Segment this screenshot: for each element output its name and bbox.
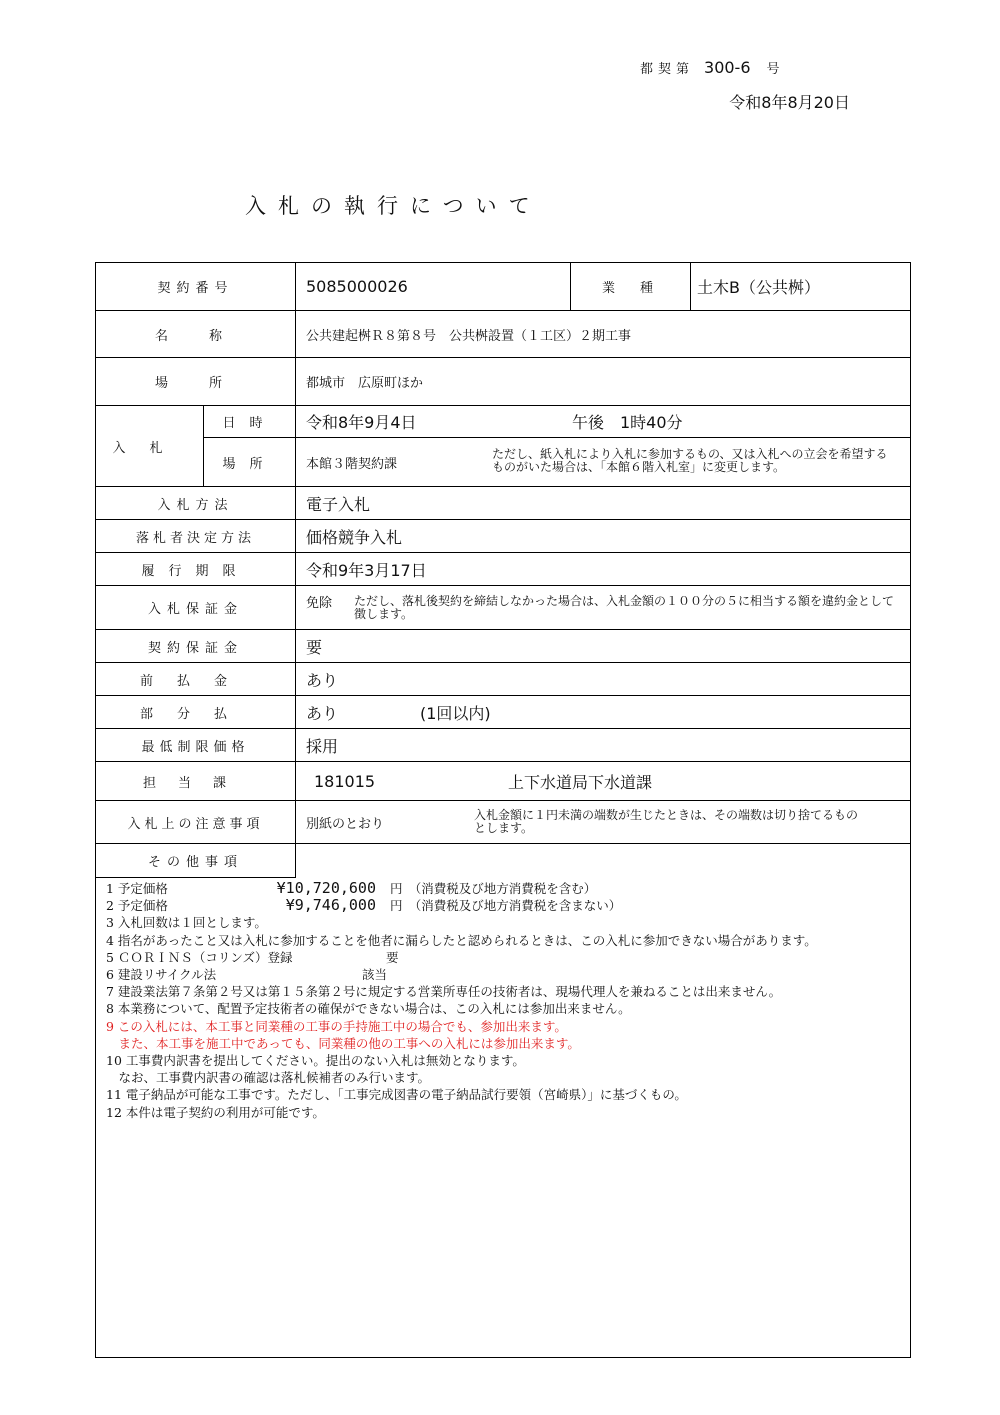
- list-item: 2 予定価格 ¥9,746,000 円 （消費税及び地方消費税を含まない）: [106, 896, 622, 915]
- bid-datetime-label: 日時: [222, 416, 277, 431]
- list-item: なお、工事費内訳書の確認は落札候補者のみ行います。: [106, 1070, 431, 1086]
- bid-bond-value: 免除: [306, 596, 333, 611]
- others-label: その他事項: [147, 855, 243, 870]
- caution-label: 入札上の注意事項: [127, 816, 264, 832]
- others-list: [106, 880, 898, 1121]
- bid-time-value: 午後 1時40分: [572, 413, 683, 432]
- estimated-price-excl-tax: ¥9,746,000: [285, 896, 376, 915]
- advance-value: あり: [306, 670, 339, 690]
- min-price-value: 採用: [306, 736, 339, 756]
- method-label: 入札方法: [157, 497, 234, 513]
- list-item: 10 工事費内訳書を提出してください。提出のない入札は無効となります。: [106, 1053, 525, 1069]
- section-code: 181015: [314, 771, 376, 791]
- list-item: 9 この入札には、本工事と同業種の工事の手持施工中の場合でも、参加出来ます。: [106, 1018, 567, 1034]
- min-price-label: 最低制限価格: [141, 739, 250, 755]
- decision-label: 落札者決定方法: [135, 530, 255, 546]
- list-item: また、本工事を施工中であっても、同業種の他の工事への入札には参加出来ます。: [106, 1035, 580, 1051]
- industry-label: 業 種: [601, 281, 659, 296]
- page-title: 入札の執行について: [245, 194, 542, 218]
- deadline-label: 履行期限: [141, 563, 250, 579]
- caution-value: 別紙のとおり: [306, 816, 385, 832]
- doc-number-suffix: 号: [766, 62, 785, 77]
- partial-note: (1回以内): [420, 703, 491, 723]
- doc-number-prefix: 都契第: [640, 62, 695, 77]
- place-label: 場 所: [154, 376, 236, 391]
- estimated-price-incl-tax: ¥10,720,600: [276, 879, 376, 897]
- decision-value: 価格競争入札: [306, 527, 403, 547]
- contract-no-label: 契約番号: [157, 281, 234, 296]
- bid-date-value: 令和8年9月4日: [306, 413, 417, 432]
- caution-note: 入札金額に１円未満の端数が生じたときは、その端数は切り捨てるものとします。: [474, 808, 859, 835]
- name-value: 公共建起桝Ｒ８第８号 公共桝設置（１工区）２期工事: [306, 328, 632, 344]
- place-value: 都城市 広原町ほか: [306, 376, 424, 391]
- section-label: 担当課: [142, 775, 248, 791]
- bid-label: 入札: [112, 440, 187, 456]
- bid-place-note: ただし、紙入札により入札に参加するもの、又は入札への立会を希望するものがいた場合は、「本館６階入札室」に変更します。: [492, 447, 888, 474]
- advance-label: 前払金: [139, 673, 251, 689]
- contract-no-value: 5085000026: [306, 277, 408, 296]
- list-item: 6 建設リサイクル法 該当: [106, 967, 388, 983]
- list-item: 11 電子納品が可能な工事です。ただし、「工事完成図書の電子納品試行要領（宮崎県）」に基づくもの。: [106, 1087, 687, 1103]
- contract-bond-value: 要: [306, 637, 323, 657]
- list-item: 8 本業務について、配置予定技術者の確保ができない場合は、この入札には参加出来ません。: [106, 1001, 631, 1017]
- partial-label: 部分払: [139, 706, 251, 722]
- list-item: 5 ＣＯＲＩＮＳ（コリンズ）登録 要: [106, 949, 399, 965]
- bid-place-label: 場所: [222, 456, 277, 472]
- list-item: 1 予定価格 ¥10,720,600 円 （消費税及び地方消費税を含む）: [106, 879, 597, 897]
- list-item: 4 指名があったこと又は入札に参加することを他者に漏らしたと認められるときは、この入札に参加できない場合があります。: [106, 932, 817, 948]
- method-value: 電子入札: [306, 494, 371, 514]
- bid-bond-note: ただし、落札後契約を締結しなかった場合は、入札金額の１００分の５に相当する額を違約金として徴します。: [354, 594, 895, 621]
- bid-bond-label: 入札保証金: [147, 602, 243, 617]
- contract-bond-label: 契約保証金: [147, 640, 243, 656]
- name-label: 名 称: [154, 328, 236, 344]
- industry-value: 土木B（公共桝）: [697, 278, 820, 297]
- document-date: 令和8年8月20日: [729, 93, 850, 112]
- section-name: 上下水道局下水道課: [508, 772, 653, 792]
- document-number: [640, 58, 860, 77]
- list-item: 7 建設業法第７条第２号又は第１５条第２号に規定する営業所専任の技術者は、現場代理人を兼ねることは出来ません。: [106, 984, 782, 1000]
- list-item: 3 入札回数は１回とします。: [106, 915, 267, 931]
- bid-place-value: 本館３階契約課: [306, 456, 398, 472]
- partial-value: あり: [306, 703, 339, 723]
- doc-number-value: 300-6: [704, 58, 751, 77]
- deadline-value: 令和9年3月17日: [306, 560, 427, 580]
- list-item: 12 本件は電子契約の利用が可能です。: [106, 1104, 325, 1120]
